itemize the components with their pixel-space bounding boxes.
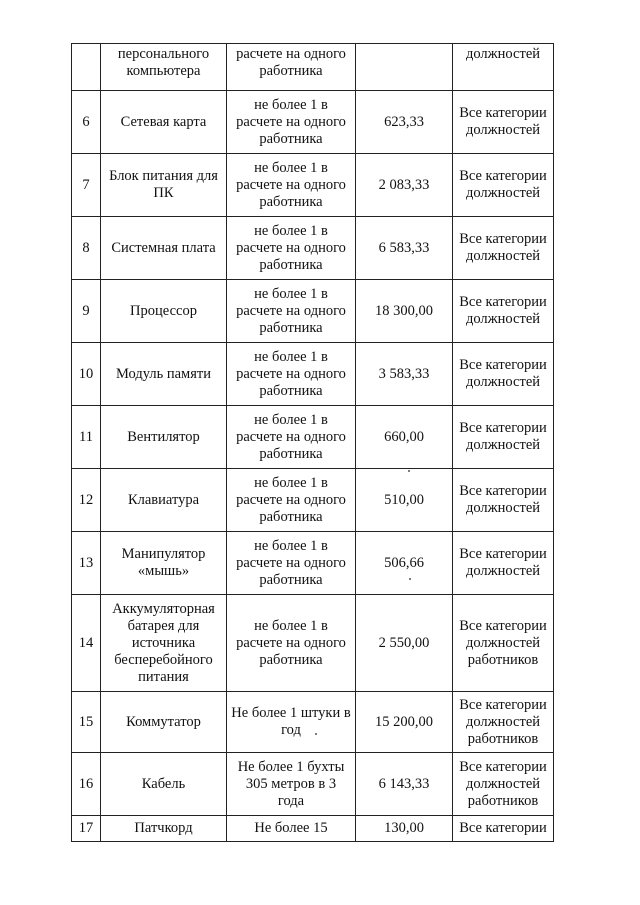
category-cell: Все категории должностей: [453, 343, 554, 406]
row-number-cell: 12: [72, 469, 101, 532]
table-row: [72, 280, 554, 343]
table-row: [72, 154, 554, 217]
quantity-limit-cell: не более 1 в расчете на одного работника: [227, 280, 356, 343]
row-number-cell: 10: [72, 343, 101, 406]
quantity-limit-cell: не более 1 в расчете на одного работника: [227, 154, 356, 217]
table-row: [72, 406, 554, 469]
price-cell: 510,00: [356, 469, 453, 532]
quantity-limit-cell: Не более 1 бухты 305 метров в 3 года: [227, 753, 356, 816]
category-cell: Все категории должностей: [453, 154, 554, 217]
category-cell: Все категории должностей: [453, 406, 554, 469]
item-name-cell: Аккумуляторная батарея для источника бесперебойного питания: [101, 595, 227, 692]
table-row: [72, 692, 554, 753]
price-cell: 660,00: [356, 406, 453, 469]
scan-speck: [315, 733, 317, 735]
item-name-cell: Блок питания для ПК: [101, 154, 227, 217]
price-cell: 2 550,00: [356, 595, 453, 692]
equipment-norms-table: [71, 43, 554, 842]
quantity-limit-cell: не более 1 в расчете на одного работника: [227, 532, 356, 595]
row-number-cell: 9: [72, 280, 101, 343]
row-number-cell: 16: [72, 753, 101, 816]
price-cell: 3 583,33: [356, 343, 453, 406]
quantity-limit-cell: расчете на одного работника: [227, 44, 356, 91]
price-cell: 18 300,00: [356, 280, 453, 343]
row-number-cell: 11: [72, 406, 101, 469]
price-cell: 130,00: [356, 816, 453, 842]
row-number-cell: 14: [72, 595, 101, 692]
category-cell: Все категории должностей: [453, 217, 554, 280]
row-number-cell: 17: [72, 816, 101, 842]
item-name-cell: Кабель: [101, 753, 227, 816]
price-cell: [356, 44, 453, 91]
quantity-limit-cell: не более 1 в расчете на одного работника: [227, 91, 356, 154]
row-number-cell: 13: [72, 532, 101, 595]
item-name-cell: Системная плата: [101, 217, 227, 280]
category-cell: Все категории должностей: [453, 532, 554, 595]
item-name-cell: Вентилятор: [101, 406, 227, 469]
category-cell: Все категории должностей работников: [453, 595, 554, 692]
price-cell: 15 200,00: [356, 692, 453, 753]
category-cell: Все категории: [453, 816, 554, 842]
item-name-cell: Процессор: [101, 280, 227, 343]
item-name-cell: Сетевая карта: [101, 91, 227, 154]
price-cell: 6 583,33: [356, 217, 453, 280]
row-number-cell: 6: [72, 91, 101, 154]
quantity-limit-cell: не более 1 в расчете на одного работника: [227, 406, 356, 469]
table-row: [72, 532, 554, 595]
category-cell: Все категории должностей: [453, 469, 554, 532]
table-row: [72, 91, 554, 154]
table-row: [72, 816, 554, 842]
price-cell: 2 083,33: [356, 154, 453, 217]
item-name-cell: Манипулятор «мышь»: [101, 532, 227, 595]
category-cell: должностей: [453, 44, 554, 91]
item-name-cell: персонального компьютера: [101, 44, 227, 91]
row-number-cell: [72, 44, 101, 91]
item-name-cell: Модуль памяти: [101, 343, 227, 406]
item-name-cell: Клавиатура: [101, 469, 227, 532]
quantity-limit-cell: Не более 15: [227, 816, 356, 842]
scan-speck: [409, 578, 411, 580]
price-cell: 506,66: [356, 532, 453, 595]
table-row: [72, 217, 554, 280]
scan-speck: [408, 470, 410, 472]
row-number-cell: 7: [72, 154, 101, 217]
category-cell: Все категории должностей: [453, 280, 554, 343]
category-cell: Все категории должностей: [453, 91, 554, 154]
table-row: [72, 44, 554, 91]
category-cell: Все категории должностей работников: [453, 753, 554, 816]
table-row: [72, 595, 554, 692]
quantity-limit-cell: Не более 1 штуки в год: [227, 692, 356, 753]
quantity-limit-cell: не более 1 в расчете на одного работника: [227, 217, 356, 280]
category-cell: Все категории должностей работников: [453, 692, 554, 753]
price-cell: 6 143,33: [356, 753, 453, 816]
quantity-limit-cell: не более 1 в расчете на одного работника: [227, 469, 356, 532]
item-name-cell: Коммутатор: [101, 692, 227, 753]
price-cell: 623,33: [356, 91, 453, 154]
row-number-cell: 8: [72, 217, 101, 280]
quantity-limit-cell: не более 1 в расчете на одного работника: [227, 343, 356, 406]
table-row: [72, 343, 554, 406]
item-name-cell: Патчкорд: [101, 816, 227, 842]
table-row: [72, 469, 554, 532]
quantity-limit-cell: не более 1 в расчете на одного работника: [227, 595, 356, 692]
table-row: [72, 753, 554, 816]
row-number-cell: 15: [72, 692, 101, 753]
